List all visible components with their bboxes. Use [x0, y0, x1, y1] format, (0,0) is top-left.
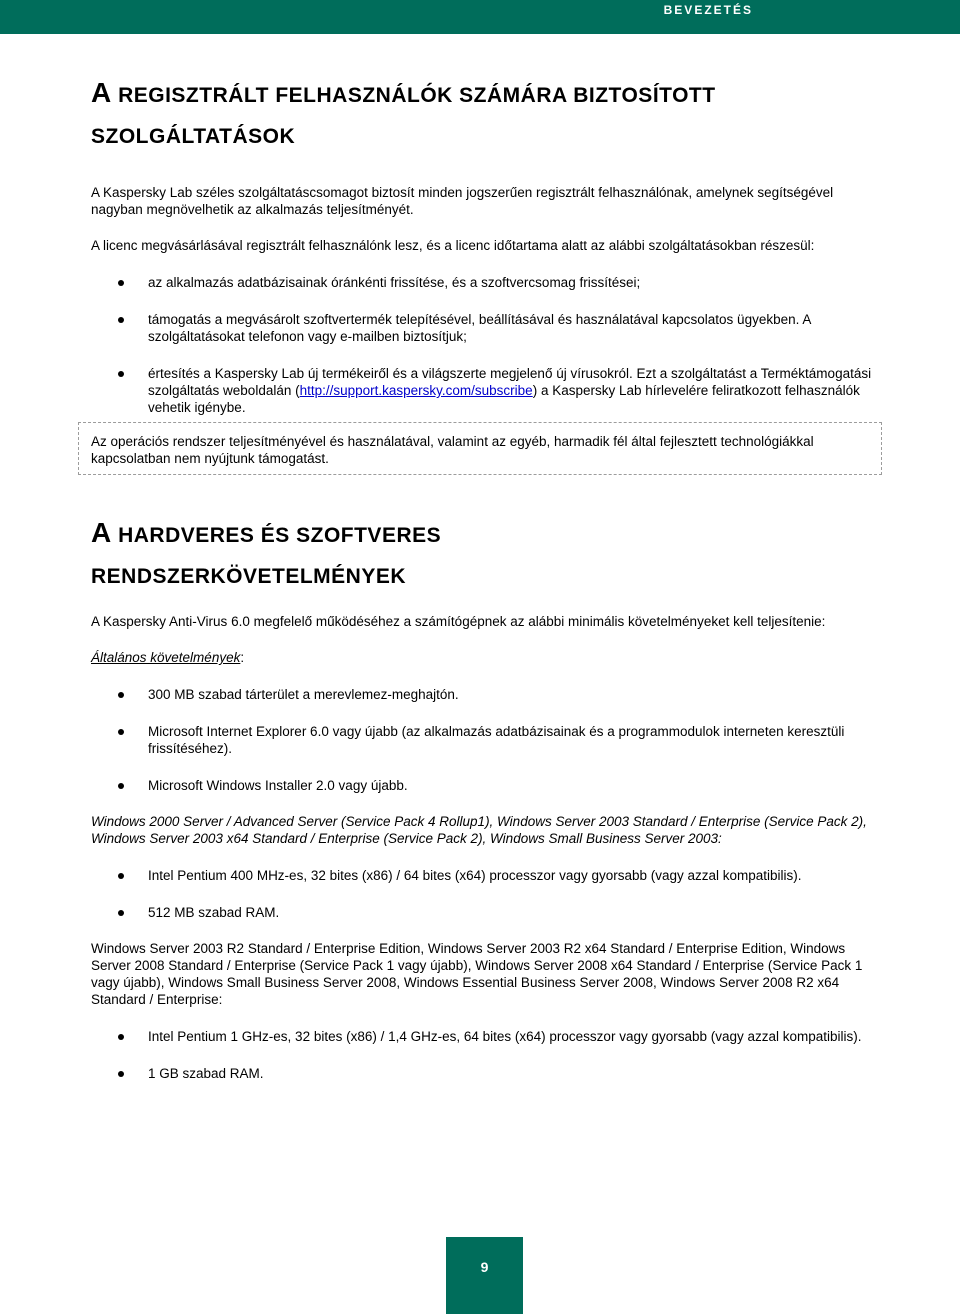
- list-item: [91, 777, 873, 794]
- win2008-item-text: Intel Pentium 1 GHz-es, 32 bites (x86) / 1,4 GHz-es, 64 bites (x64) processzor vagy gyorsabb (vagy azzal kompatibilis).: [148, 1029, 862, 1044]
- section-title-services: [91, 72, 873, 157]
- list-item: [91, 904, 873, 921]
- services-item-text-before-link: értesítés a Kaspersky Lab új termékeiről és a világszerte megjelenő új vírusokról. Ezt a szolgáltatást a Terméktámogatási szolgáltatás weboldalán (: [148, 366, 872, 398]
- services-list: [91, 274, 873, 416]
- section-title-requirements-line2: RENDSZERKÖVETELMÉNYEK: [91, 565, 407, 588]
- list-item: [91, 1065, 873, 1082]
- section-title-services-line1: A REGISZTRÁLT FELHASZNÁLÓK SZÁMÁRA BIZTOSÍTOTT: [91, 77, 716, 108]
- bullet-icon: [118, 1034, 124, 1040]
- general-requirements-list: [91, 686, 873, 794]
- section-title-services-line2: SZOLGÁLTATÁSOK: [91, 125, 296, 148]
- list-item: [91, 365, 873, 416]
- win2000-item-text: 512 MB szabad RAM.: [148, 905, 280, 920]
- note-box: [78, 422, 882, 475]
- list-item: [91, 1028, 873, 1045]
- list-item: [91, 867, 873, 884]
- chapter-title: BEVEZETÉS: [663, 3, 753, 17]
- page-number: 9: [446, 1237, 523, 1314]
- bullet-icon: [118, 1071, 124, 1077]
- bullet-icon: [118, 317, 124, 323]
- bullet-icon: [118, 910, 124, 916]
- requirements-content: [91, 512, 873, 1082]
- bullet-icon: [118, 692, 124, 698]
- list-item: [91, 723, 873, 757]
- win2000-item-text: Intel Pentium 400 MHz-es, 32 bites (x86) / 64 bites (x64) processzor vagy gyorsabb (vagy azzal kompatibilis).: [148, 868, 802, 883]
- bullet-icon: [118, 783, 124, 789]
- bullet-icon: [118, 280, 124, 286]
- list-item: [91, 311, 873, 345]
- win2008-heading: Windows Server 2003 R2 Standard / Enterprise Edition, Windows Server 2003 R2 x64 Standard / Enterprise Edition, Windows Server 2008 Standard / Enterprise (Service Pack 1 vagy újabb), Windows Server 2008 x64 Standard / Enterprise (Service Pack 1 vagy újabb), Windows Small Business Server 2008, Windows Essential Business Server 2008, Windows Server 2008 R2 x64 Standard / Enterprise:: [91, 941, 863, 1007]
- section-title-requirements-line1: A HARDVERES ÉS SZOFTVERES: [91, 517, 442, 548]
- services-item-text: az alkalmazás adatbázisainak óránkénti frissítése, és a szoftvercsomag frissítései;: [148, 275, 641, 290]
- services-lead: A licenc megvásárlásával regisztrált felhasználónk lesz, és a licenc időtartama alatt az alábbi szolgáltatásokban részesül:: [91, 238, 815, 253]
- win2000-heading: Windows 2000 Server / Advanced Server (Service Pack 4 Rollup1), Windows Server 2003 Standard / Enterprise (Service Pack 2), Windows Server 2003 x64 Standard / Enterprise (Service Pack 2), Windows Small Business Server 2003:: [91, 814, 867, 846]
- win2008-requirements-list: [91, 1028, 873, 1082]
- support-subscribe-link[interactable]: http://support.kaspersky.com/subscribe: [299, 383, 533, 398]
- general-requirements-label: Általános követelmények: [91, 650, 241, 665]
- bullet-icon: [118, 729, 124, 735]
- bullet-icon: [118, 371, 124, 377]
- page-content: [91, 72, 873, 416]
- general-requirements-colon: :: [240, 650, 245, 665]
- header-bar: [0, 0, 960, 34]
- list-item: [91, 686, 873, 703]
- section-title-requirements: [91, 512, 873, 597]
- win2000-requirements-list: [91, 867, 873, 921]
- general-item-text: Microsoft Internet Explorer 6.0 vagy újabb (az alkalmazás adatbázisainak és a programmodulok interneten keresztüli frissítéséhez).: [148, 724, 845, 756]
- list-item: [91, 274, 873, 291]
- general-item-text: Microsoft Windows Installer 2.0 vagy újabb.: [148, 778, 408, 793]
- bullet-icon: [118, 873, 124, 879]
- requirements-intro: A Kaspersky Anti-Virus 6.0 megfelelő működéséhez a számítógépnek az alábbi minimális követelményeket kell teljesítenie:: [91, 614, 826, 629]
- general-requirements-heading: [91, 649, 873, 666]
- win2008-item-text: 1 GB szabad RAM.: [148, 1066, 264, 1081]
- general-item-text: 300 MB szabad tárterület a merevlemez-meghajtón.: [148, 687, 459, 702]
- services-item-text: támogatás a megvásárolt szoftvertermék telepítésével, beállításával és használatával kapcsolatos ügyekben. A szolgáltatásokat telefonon vagy e-mailben biztosítjuk;: [148, 312, 811, 344]
- services-intro: A Kaspersky Lab széles szolgáltatáscsomagot biztosít minden jogszerűen regisztrált felhasználónak, amelynek segítségével nagyban megnövelhetik az alkalmazás teljesítményét.: [91, 185, 834, 217]
- services-item-text-after-link: ) a Kaspersky Lab hírlevelére feliratkozott felhasználók vehetik igénybe.: [148, 383, 860, 415]
- note-text: Az operációs rendszer teljesítményével és használatával, valamint az egyéb, harmadik fél által fejlesztett technológiákkal kapcsolatban nem nyújtunk támogatást.: [91, 434, 814, 466]
